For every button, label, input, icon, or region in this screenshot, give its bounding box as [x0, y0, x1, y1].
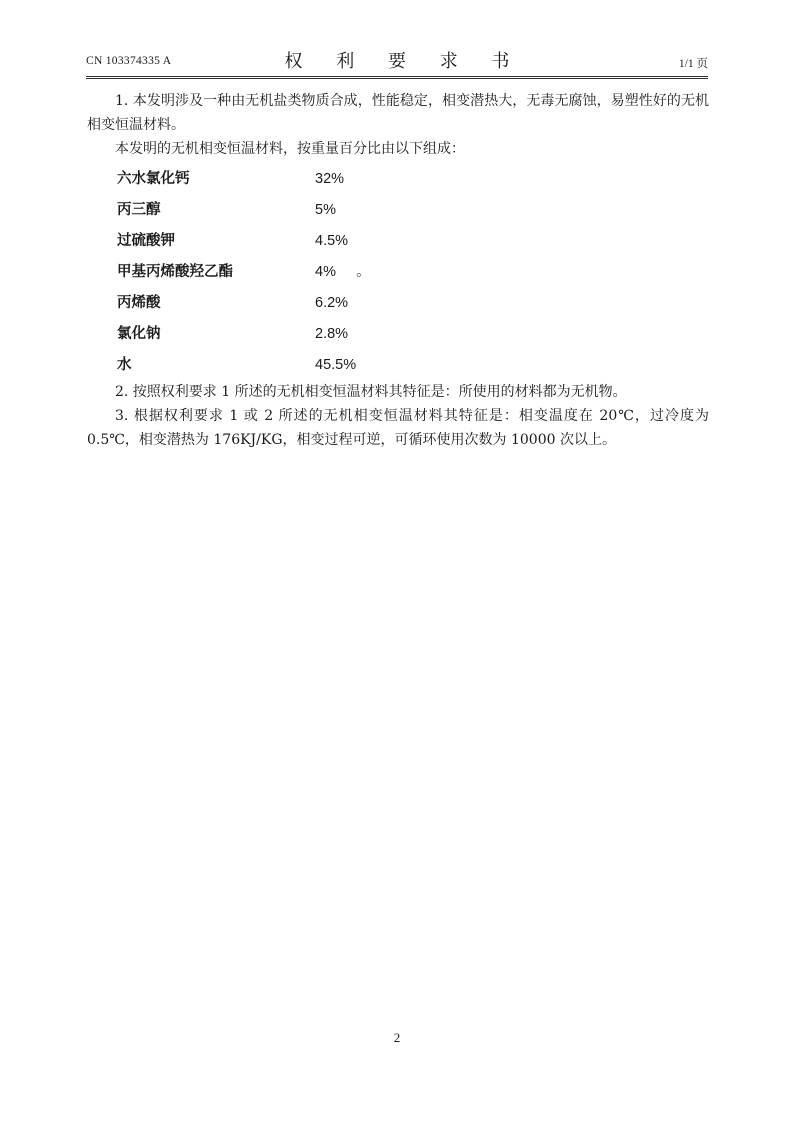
component-note	[356, 194, 371, 225]
component-note	[356, 349, 371, 380]
component-name: 丙烯酸	[117, 294, 161, 311]
component-percentage: 2.8%	[315, 325, 349, 342]
composition-row	[117, 225, 371, 256]
composition-intro: 本发明的无机相变恒温材料，按重量百分比由以下组成：	[115, 141, 465, 157]
header-divider-secondary	[86, 78, 708, 79]
component-note	[356, 163, 371, 194]
component-note	[356, 225, 371, 256]
claim-2-text: 2. 按照权利要求 1 所述的无机相变恒温材料其特征是：所使用的材料都为无机物。	[115, 384, 627, 400]
composition-row	[117, 256, 371, 287]
component-name: 氯化钠	[117, 325, 161, 342]
composition-row	[117, 194, 371, 225]
component-name: 丙三醇	[117, 201, 161, 218]
composition-row	[117, 318, 371, 349]
claims-body	[87, 89, 709, 452]
component-percentage: 5%	[315, 201, 336, 218]
composition-row	[117, 163, 371, 194]
document-number: CN 103374335 A	[86, 55, 172, 67]
claim-1-text: 1. 本发明涉及一种由无机盐类物质合成，性能稳定，相变潜热大，无毒无腐蚀，易塑性好的无机相变恒温材料。	[87, 93, 709, 133]
claim-3-text: 3. 根据权利要求 1 或 2 所述的无机相变恒温材料其特征是：相变温度在 20℃，过冷度为 0.5℃，相变潜热为 176KJ/KG，相变过程可逆，可循环使用次数为 10000 次以上。	[87, 408, 709, 448]
component-note	[356, 287, 371, 318]
component-percentage: 4%	[315, 263, 336, 280]
component-percentage: 32%	[315, 170, 345, 187]
component-name: 过硫酸钾	[117, 232, 175, 249]
component-note: 。	[356, 263, 371, 280]
header-divider	[86, 76, 708, 77]
composition-row	[117, 287, 371, 318]
page-title: 权 利 要 求 书	[284, 51, 524, 72]
component-percentage: 6.2%	[315, 294, 349, 311]
component-name: 六水氯化钙	[117, 170, 190, 187]
component-percentage: 4.5%	[315, 232, 349, 249]
composition-table	[117, 163, 371, 380]
component-note	[356, 318, 371, 349]
composition-row	[117, 349, 371, 380]
page-number: 2	[393, 1030, 401, 1045]
component-name: 甲基丙烯酸羟乙酯	[117, 263, 233, 280]
page-indicator: 1/1 页	[678, 58, 708, 70]
component-name: 水	[117, 356, 132, 373]
component-percentage: 45.5%	[315, 356, 357, 373]
